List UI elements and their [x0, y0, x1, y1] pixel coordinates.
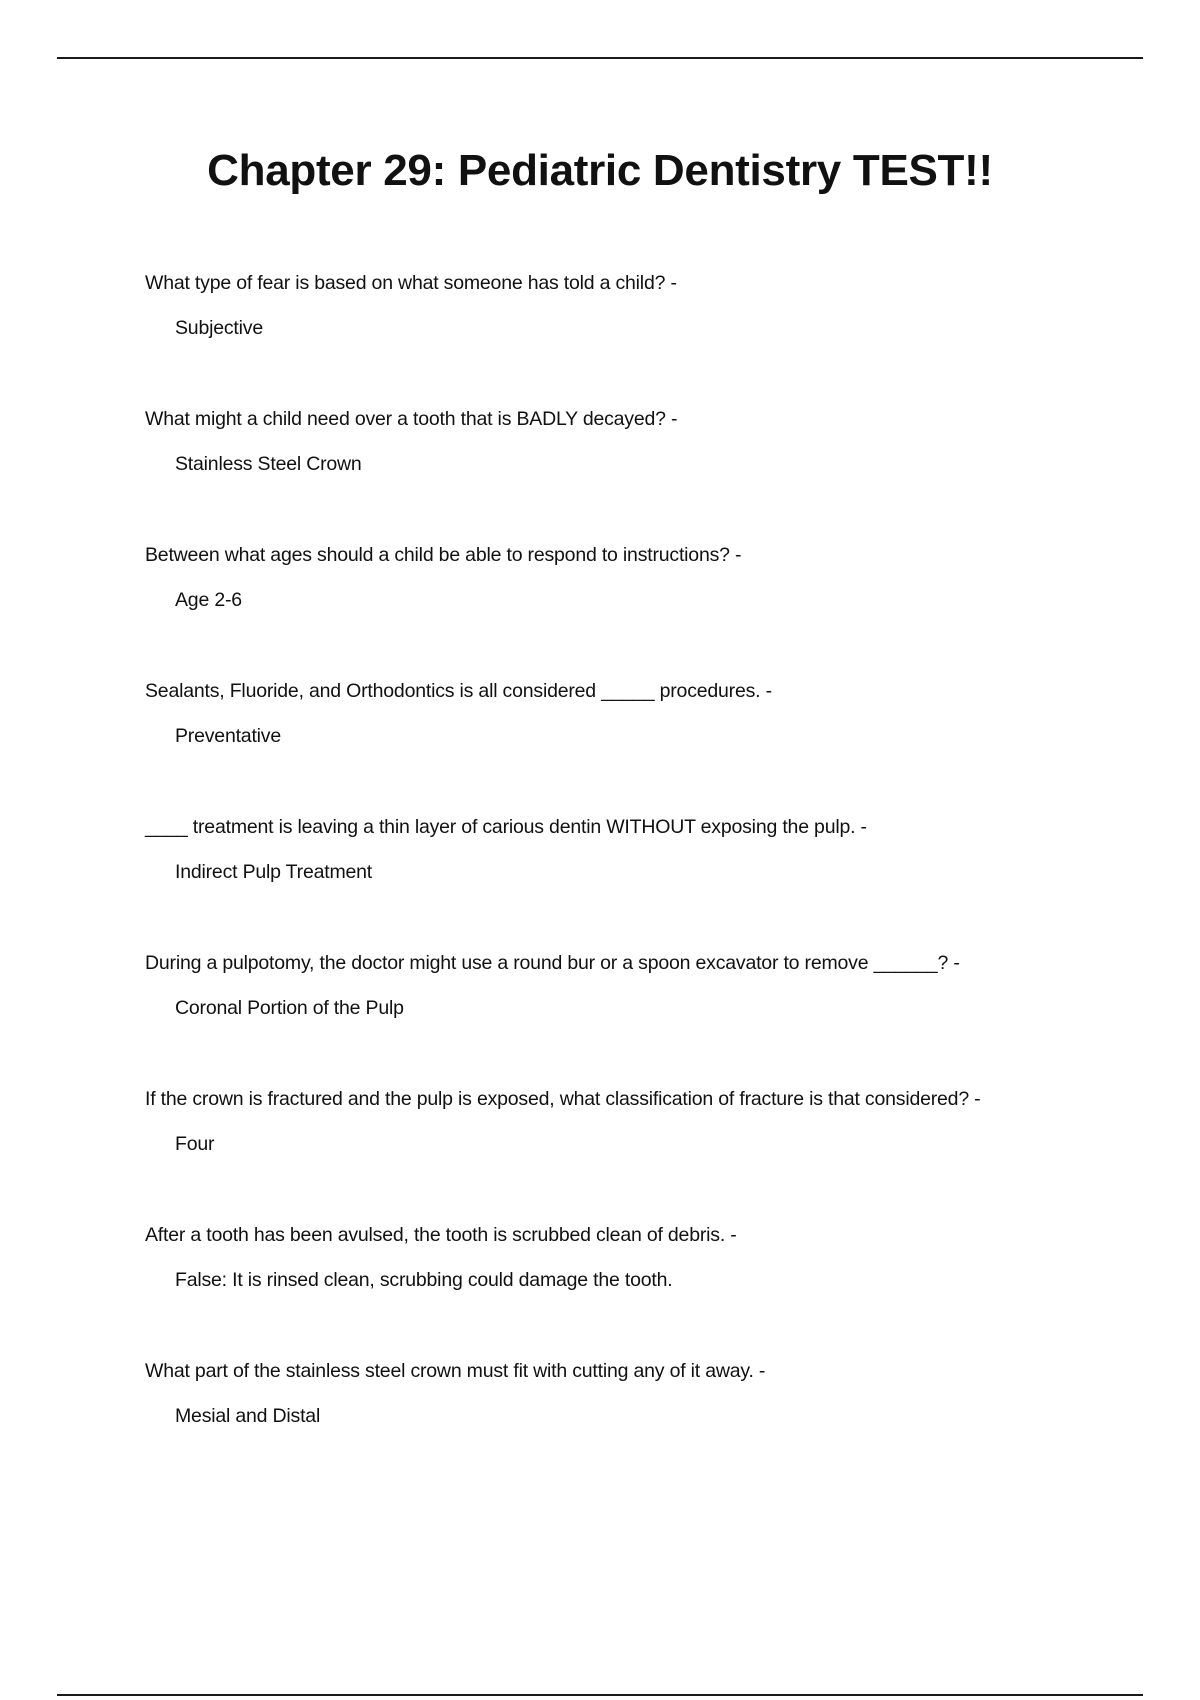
qa-item-5 [145, 814, 1135, 950]
answer-text: Stainless Steel Crown [175, 453, 362, 475]
qa-item-2 [145, 406, 1135, 542]
answer-text: False: It is rinsed clean, scrubbing could damage the tooth. [175, 1269, 673, 1291]
top-rule [57, 57, 1143, 59]
qa-item-8 [145, 1222, 1135, 1358]
question-text: During a pulpotomy, the doctor might use a round bur or a spoon excavator to remove ______? - [145, 952, 960, 974]
answer-text: Preventative [175, 725, 281, 747]
qa-list [145, 270, 1135, 1494]
qa-item-6 [145, 950, 1135, 1086]
answer-text: Age 2-6 [175, 589, 242, 611]
question-text: If the crown is fractured and the pulp is exposed, what classification of fracture is that considered? - [145, 1088, 981, 1110]
answer-text: Coronal Portion of the Pulp [175, 997, 404, 1019]
qa-item-9 [145, 1358, 1135, 1494]
question-text: What type of fear is based on what someone has told a child? - [145, 272, 677, 294]
answer-text: Four [175, 1133, 215, 1155]
question-text: Between what ages should a child be able to respond to instructions? - [145, 544, 742, 566]
answer-text: Subjective [175, 317, 263, 339]
bottom-rule [57, 1694, 1143, 1696]
answer-text: Mesial and Distal [175, 1405, 321, 1427]
question-text: What might a child need over a tooth that is BADLY decayed? - [145, 408, 678, 430]
page-title: Chapter 29: Pediatric Dentistry TEST!! [207, 146, 993, 195]
question-text: ____ treatment is leaving a thin layer of carious dentin WITHOUT exposing the pulp. - [145, 816, 867, 838]
question-text: What part of the stainless steel crown must fit with cutting any of it away. - [145, 1360, 766, 1382]
question-text: After a tooth has been avulsed, the tooth is scrubbed clean of debris. - [145, 1224, 737, 1246]
qa-item-1 [145, 270, 1135, 406]
qa-item-4 [145, 678, 1135, 814]
qa-item-3 [145, 542, 1135, 678]
answer-text: Indirect Pulp Treatment [175, 861, 372, 883]
question-text: Sealants, Fluoride, and Orthodontics is all considered _____ procedures. - [145, 680, 772, 702]
qa-item-7 [145, 1086, 1135, 1222]
